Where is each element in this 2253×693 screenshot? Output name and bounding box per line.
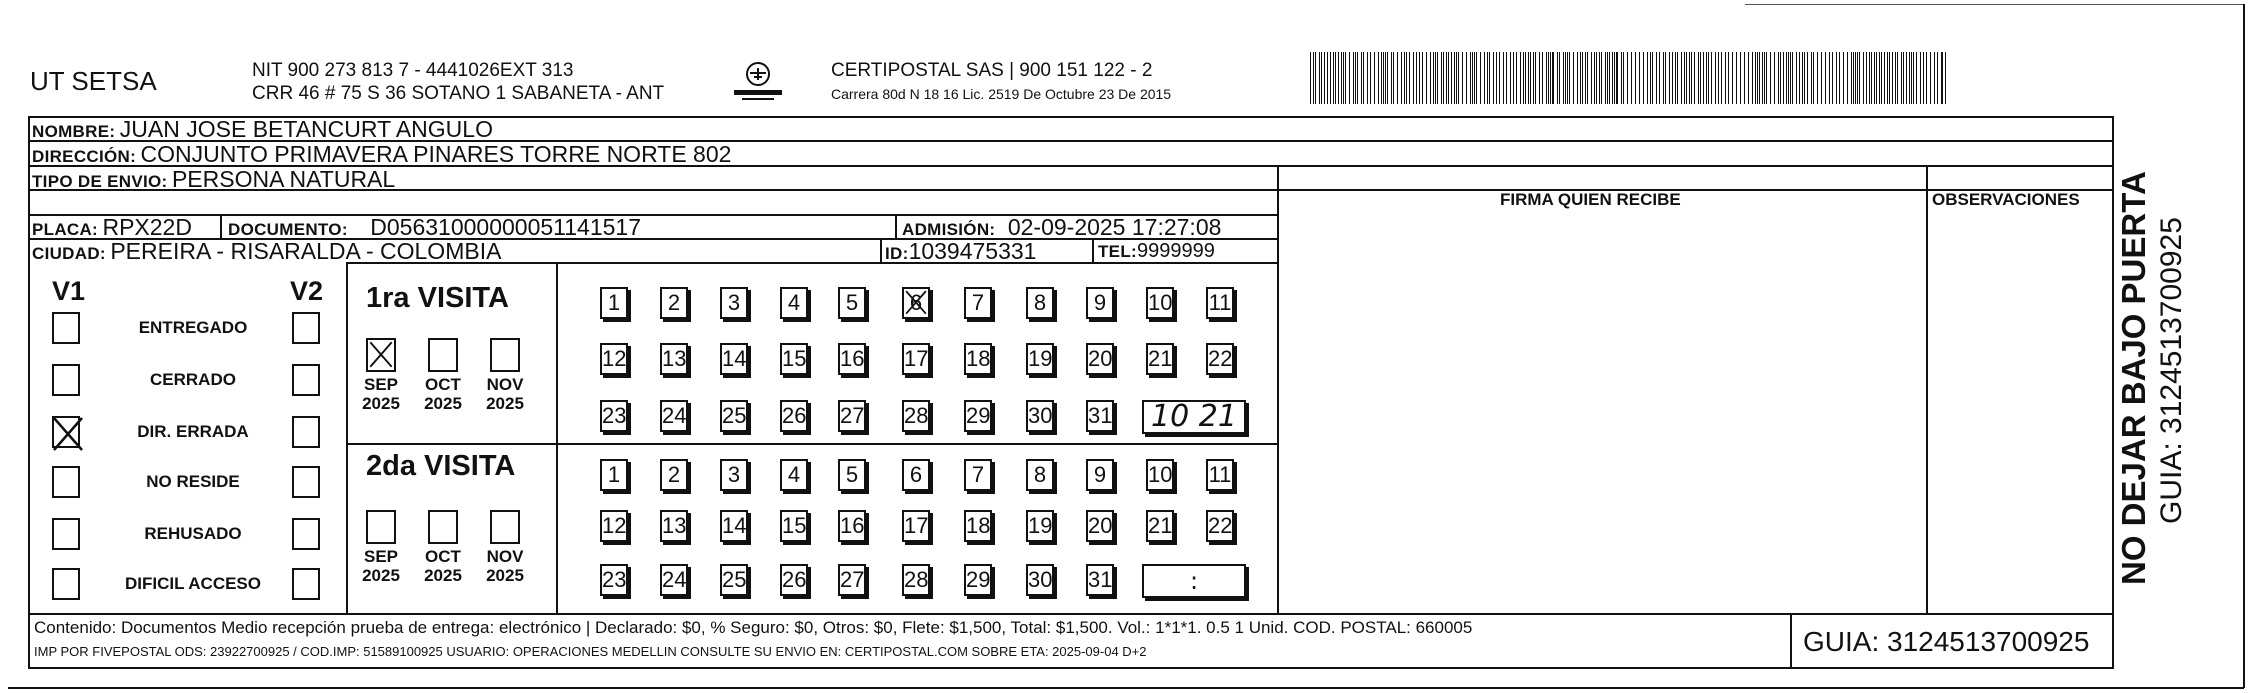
direccion-label: DIRECCIÓN: (32, 147, 137, 166)
first-visit-day-22[interactable]: 22 (1206, 343, 1234, 375)
admision-value: 02-09-2025 17:27:08 (1007, 214, 1222, 240)
second-visit-day-26[interactable]: 26 (780, 564, 808, 596)
placa-label: PLACA: (32, 220, 99, 239)
frame-bottom-line (8, 687, 2244, 689)
second-visit-day-4[interactable]: 4 (780, 459, 808, 491)
footer-line2: IMP POR FIVEPOSTAL ODS: 23922700925 / COD.IMP: 51589100925 USUARIO: OPERACIONES MEDELLIN CONSULTE SU ENVIO EN: CERTIPOSTAL.COM SOBRE ETA: 2025-09-04 D+2 (34, 644, 1147, 659)
courier-logo (730, 60, 786, 104)
v1-label: V1 (52, 276, 86, 306)
second-visit-day-23[interactable]: 23 (600, 564, 628, 596)
v1-checkbox-entregado[interactable] (52, 312, 80, 344)
v2-checkbox-cerrado[interactable] (292, 364, 320, 396)
address-line: CRR 46 # 75 S 36 SOTANO 1 SABANETA - ANT (252, 83, 665, 104)
col-line-id (880, 238, 882, 263)
nombre-field (32, 116, 493, 143)
second-visit-day-16[interactable]: 16 (838, 510, 866, 542)
second-visit-day-1[interactable]: 1 (600, 459, 628, 491)
ciudad-field (32, 238, 501, 265)
status-label-dir-errada: DIR. ERRADA (137, 422, 249, 441)
second-visit-day-7[interactable]: 7 (964, 459, 992, 491)
col-line-days (556, 262, 558, 614)
second-visit-day-2[interactable]: 2 (660, 459, 688, 491)
top-edge-line (1745, 4, 2245, 5)
second-visit-month-sep-label: SEP 2025 (362, 547, 400, 585)
col-line-obs (1926, 165, 1928, 614)
first-visit-month-oct-label: OCT 2025 (424, 375, 462, 413)
second-visit-day-21[interactable]: 21 (1146, 510, 1174, 542)
first-visit-day-2[interactable]: 2 (660, 287, 688, 319)
first-visit-month-oct-checkbox[interactable] (428, 338, 458, 372)
firma-label: FIRMA QUIEN RECIBE (1500, 190, 1681, 209)
first-visit-day-21[interactable]: 21 (1146, 343, 1174, 375)
tel-label: TEL: (1098, 242, 1137, 261)
first-visit-time-field[interactable]: 10 21 (1142, 400, 1246, 434)
col-line-tel (1092, 238, 1094, 263)
admision-label: ADMISIÓN: (902, 220, 996, 239)
id-field (885, 238, 1036, 265)
first-visit-day-7[interactable]: 7 (964, 287, 992, 319)
v2-checkbox-dir-errada[interactable] (292, 416, 320, 448)
first-visit-day-14[interactable]: 14 (720, 343, 748, 375)
first-visit-day-20[interactable]: 20 (1086, 343, 1114, 375)
footer-guia: GUIA: 3124513700925 (1803, 626, 2090, 657)
direccion-field (32, 141, 731, 168)
col-line-left (28, 116, 30, 668)
second-visit-month-nov-checkbox[interactable] (490, 510, 520, 544)
second-visit-day-19[interactable]: 19 (1026, 510, 1054, 542)
second-visit-month-oct-label: OCT 2025 (424, 547, 462, 585)
ciudad-label: CIUDAD: (32, 244, 106, 263)
second-visit-day-6[interactable]: 6 (902, 459, 930, 491)
v2-label: V2 (290, 276, 324, 306)
first-visit-day-23[interactable]: 23 (600, 400, 628, 432)
first-visit-day-6[interactable]: 6 (902, 287, 930, 319)
second-visit-day-14[interactable]: 14 (720, 510, 748, 542)
v1-checkbox-rehusado[interactable] (52, 518, 80, 550)
first-visit-month-nov-label: NOV 2025 (486, 375, 524, 413)
id-label: ID: (885, 244, 909, 263)
v2-checkbox-no-reside[interactable] (292, 466, 320, 498)
v2-checkbox-rehusado[interactable] (292, 518, 320, 550)
first-visit-day-27[interactable]: 27 (838, 400, 866, 432)
second-visit-day-9[interactable]: 9 (1086, 459, 1114, 491)
second-visit-time-field[interactable]: : (1142, 564, 1246, 598)
first-visit-month-sep-label: SEP 2025 (362, 375, 400, 413)
col-line-admision (895, 214, 897, 239)
observaciones-label: OBSERVACIONES (1932, 190, 2080, 209)
first-visit-day-16[interactable]: 16 (838, 343, 866, 375)
first-visit-day-15[interactable]: 15 (780, 343, 808, 375)
v2-checkbox-dificil-acceso[interactable] (292, 568, 320, 600)
first-visit-day-9[interactable]: 9 (1086, 287, 1114, 319)
first-visit-day-13[interactable]: 13 (660, 343, 688, 375)
first-visit-day-12[interactable]: 12 (600, 343, 628, 375)
status-label-entregado: ENTREGADO (138, 318, 248, 337)
first-visit-month-sep-checkbox[interactable] (366, 338, 396, 372)
no-dejar-text: NO DEJAR BAJO PUERTA (2115, 171, 2152, 585)
row-line-visits (346, 443, 1278, 445)
second-visit-day-24[interactable]: 24 (660, 564, 688, 596)
placa-value: RPX22D (102, 214, 192, 240)
second-visit-day-11[interactable]: 11 (1206, 459, 1234, 491)
tipo-value: PERSONA NATURAL (171, 166, 396, 192)
first-visit-day-19[interactable]: 19 (1026, 343, 1054, 375)
side-guia-text: GUIA: 3124513700925 (2155, 217, 2188, 524)
status-label-rehusado: REHUSADO (144, 524, 242, 543)
v1-checkbox-dir-errada[interactable] (52, 416, 80, 448)
first-visit-day-24[interactable]: 24 (660, 400, 688, 432)
second-visit-day-25[interactable]: 25 (720, 564, 748, 596)
second-visit-day-28[interactable]: 28 (902, 564, 930, 596)
tel-value: 9999999 (1136, 240, 1215, 262)
nombre-value: JUAN JOSE BETANCURT ANGULO (119, 116, 493, 142)
first-visit-day-18[interactable]: 18 (964, 343, 992, 375)
v1-checkbox-dificil-acceso[interactable] (52, 568, 80, 600)
v1-checkbox-no-reside[interactable] (52, 466, 80, 498)
first-visit-day-17[interactable]: 17 (902, 343, 930, 375)
second-visit-day-30[interactable]: 30 (1026, 564, 1054, 596)
first-visit-day-8[interactable]: 8 (1026, 287, 1054, 319)
first-visit-day-25[interactable]: 25 (720, 400, 748, 432)
second-visit-month-oct-checkbox[interactable] (428, 510, 458, 544)
admision-field (902, 214, 1221, 241)
status-label-cerrado: CERRADO (150, 370, 236, 389)
first-visit-day-11[interactable]: 11 (1206, 287, 1234, 319)
second-visit-day-17[interactable]: 17 (902, 510, 930, 542)
ciudad-value: PEREIRA - RISARALDA - COLOMBIA (110, 238, 502, 264)
second-visit-day-10[interactable]: 10 (1146, 459, 1174, 491)
courier-line2: Carrera 80d N 18 16 Lic. 2519 De Octubre 23 De 2015 (831, 86, 1172, 102)
second-visit-day-5[interactable]: 5 (838, 459, 866, 491)
row-line-8 (28, 667, 2114, 669)
tipo-field (32, 166, 395, 193)
second-visit-day-22[interactable]: 22 (1206, 510, 1234, 542)
first-visit-day-1[interactable]: 1 (600, 287, 628, 319)
courier-line1: CERTIPOSTAL SAS | 900 151 122 - 2 (831, 60, 1153, 81)
documento-field (228, 214, 641, 241)
company-name: UT SETSA (30, 66, 157, 96)
first-visit-day-29[interactable]: 29 (964, 400, 992, 432)
second-visit-day-8[interactable]: 8 (1026, 459, 1054, 491)
second-visit-month-nov-label: NOV 2025 (486, 547, 524, 585)
tipo-label: TIPO DE ENVIO: (32, 172, 168, 191)
footer-line1: Contenido: Documentos Medio recepción prueba de entrega: electrónico | Declarado: $0, % Seguro: $0, Otros: $0, Flete: $1,500, Total: $1,500. Vol.: 1*1*1. 0.5 1 Unid. COD. POSTAL: 660005 (34, 618, 1473, 637)
col-line-placa (220, 214, 222, 239)
second-visit-day-29[interactable]: 29 (964, 564, 992, 596)
documento-label: DOCUMENTO: (228, 220, 348, 239)
documento-value: D05631000000051141517 (370, 214, 641, 240)
first-visit-day-5[interactable]: 5 (838, 287, 866, 319)
tel-field (1098, 240, 1215, 263)
v1-checkbox-cerrado[interactable] (52, 364, 80, 396)
first-visit-month-nov-checkbox[interactable] (490, 338, 520, 372)
nit-line: NIT 900 273 813 7 - 4441026EXT 313 (252, 60, 574, 81)
col-line-right (2112, 116, 2114, 668)
first-visit-day-28[interactable]: 28 (902, 400, 930, 432)
second-visit-day-31[interactable]: 31 (1086, 564, 1114, 596)
v2-checkbox-entregado[interactable] (292, 312, 320, 344)
second-visit-month-sep-checkbox[interactable] (366, 510, 396, 544)
row-line-7 (28, 613, 2114, 615)
second-visit-title: 2da VISITA (366, 450, 516, 482)
first-visit-day-26[interactable]: 26 (780, 400, 808, 432)
col-line-firma (1277, 165, 1279, 614)
first-visit-day-3[interactable]: 3 (720, 287, 748, 319)
second-visit-day-13[interactable]: 13 (660, 510, 688, 542)
id-value: 1039475331 (908, 238, 1037, 264)
status-label-no-reside: NO RESIDE (146, 472, 240, 491)
col-line-status (346, 262, 348, 614)
second-visit-day-15[interactable]: 15 (780, 510, 808, 542)
barcode (1310, 52, 1950, 104)
first-visit-day-30[interactable]: 30 (1026, 400, 1054, 432)
second-visit-day-18[interactable]: 18 (964, 510, 992, 542)
direccion-value: CONJUNTO PRIMAVERA PINARES TORRE NORTE 802 (140, 141, 732, 167)
frame-right-line (2243, 4, 2245, 688)
second-visit-day-20[interactable]: 20 (1086, 510, 1114, 542)
second-visit-day-3[interactable]: 3 (720, 459, 748, 491)
second-visit-day-27[interactable]: 27 (838, 564, 866, 596)
col-line-guia-box (1790, 613, 1792, 668)
status-label-dificil-acceso: DIFICIL ACCESO (124, 574, 261, 593)
first-visit-title: 1ra VISITA (366, 282, 509, 314)
second-visit-day-12[interactable]: 12 (600, 510, 628, 542)
first-visit-day-31[interactable]: 31 (1086, 400, 1114, 432)
first-visit-day-10[interactable]: 10 (1146, 287, 1174, 319)
placa-field (32, 214, 192, 241)
nombre-label: NOMBRE: (32, 122, 116, 141)
first-visit-day-4[interactable]: 4 (780, 287, 808, 319)
